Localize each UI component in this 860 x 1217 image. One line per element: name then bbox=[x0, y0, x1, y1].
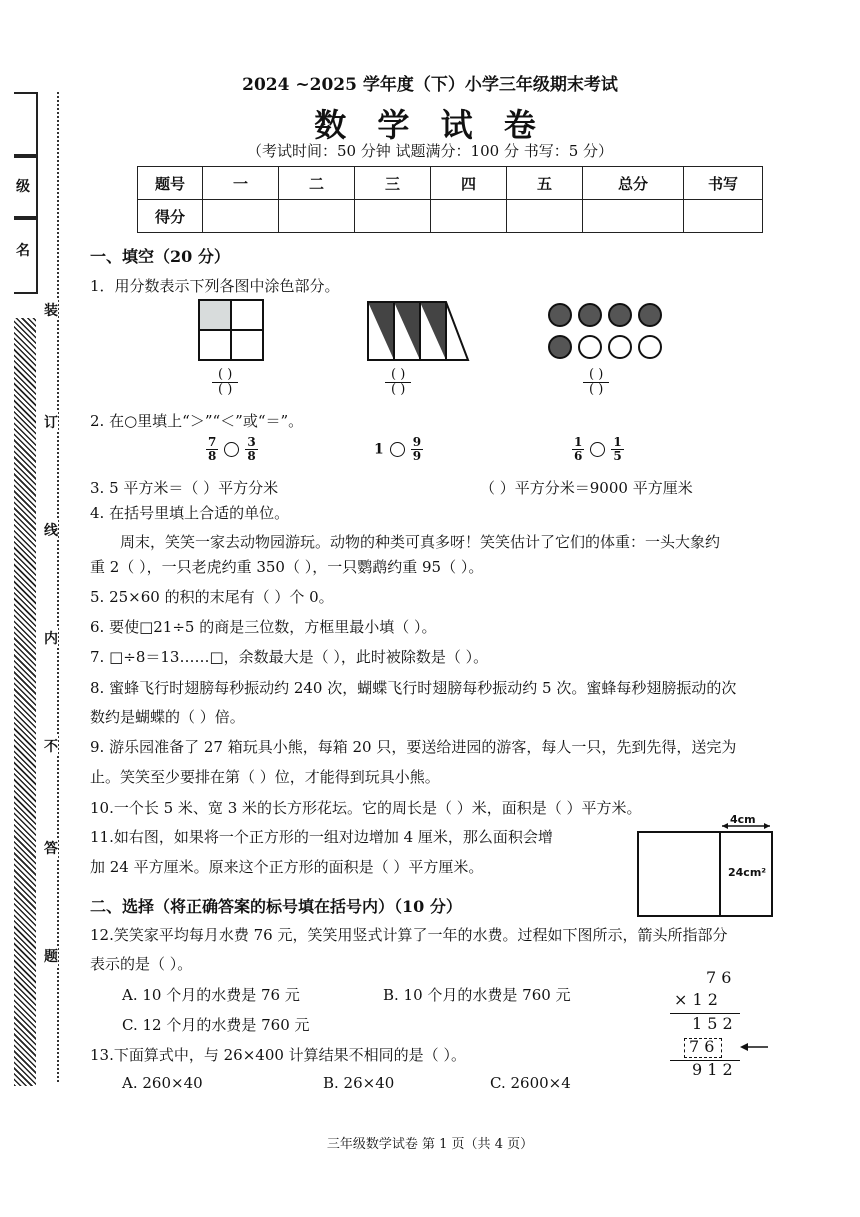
score-header: 总分 bbox=[583, 167, 684, 200]
binding-char: 装 bbox=[44, 300, 58, 320]
score-cell[interactable] bbox=[684, 200, 763, 233]
q1-circles-figure bbox=[544, 300, 668, 362]
binding-hatch bbox=[14, 318, 36, 1086]
score-table bbox=[137, 166, 763, 233]
binding-char: 线 bbox=[44, 520, 58, 540]
binding-char: 订 bbox=[44, 412, 58, 432]
score-row-label: 得分 bbox=[138, 200, 203, 233]
q8-line1: 8. 蜜蜂飞行时翅膀每秒振动约 240 次，蝴蝶飞行时翅膀每秒振动约 5 次。蜜蜂每秒翅膀振动的次 bbox=[90, 679, 737, 697]
score-cell[interactable] bbox=[431, 200, 507, 233]
q1-text: 1．用分数表示下列各图中涂色部分。 bbox=[90, 277, 340, 295]
q2-compare-3: $\frac{1}{6}$ $\frac{1}{5}$ bbox=[574, 435, 622, 463]
binding-char: 不 bbox=[44, 736, 58, 756]
q13-text: 13.下面算式中，与 26×400 计算结果不相同的是（ ）。 bbox=[90, 1046, 466, 1064]
q3-right: （ ）平方分米＝9000 平方厘米 bbox=[480, 479, 693, 497]
score-header: 一 bbox=[203, 167, 279, 200]
q9-line1: 9. 游乐园准备了 27 箱玩具小熊，每箱 20 只，要送给进园的游客，每人一只，先到先得，送完为 bbox=[90, 738, 737, 756]
score-cell[interactable] bbox=[203, 200, 279, 233]
compare-circle[interactable] bbox=[590, 442, 605, 457]
exam-title: 2024 ~2025 学年度（下）小学三年级期末考试 bbox=[242, 75, 618, 95]
q12-option-b[interactable]: B. 10 个月的水费是 760 元 bbox=[383, 986, 571, 1004]
section-1-heading: 一、填空（20 分） bbox=[90, 247, 230, 266]
q5-text: 5. 25×60 的积的末尾有（ ）个 0。 bbox=[90, 588, 334, 606]
score-cell[interactable] bbox=[583, 200, 684, 233]
score-header: 书写 bbox=[684, 167, 763, 200]
q13-option-b[interactable]: B. 26×40 bbox=[323, 1074, 395, 1092]
q1-parallelogram-figure bbox=[362, 298, 472, 364]
q12-line1: 12.笑笑家平均每月水费 76 元，笑笑用竖式计算了一年的水费。过程如下图所示，箭头所指部分 bbox=[90, 926, 728, 944]
q12-vertical-calc bbox=[660, 968, 770, 1080]
q10-text: 10.一个长 5 米、宽 3 米的长方形花坛。它的周长是（ ）米，面积是（ ）平方米。 bbox=[90, 799, 642, 817]
q3-left: 3. 5 平方米＝（ ）平方分米 bbox=[90, 479, 279, 497]
exam-info: （考试时间：50 分钟 试题满分：100 分 书写：5 分） bbox=[246, 142, 614, 160]
q4-line1: 周末，笑笑一家去动物园游玩。动物的种类可真多呀！笑笑估计了它们的体重：一头大象约 bbox=[120, 533, 721, 551]
subject-title: 数 学 试 卷 bbox=[314, 106, 546, 144]
q1-square-figure bbox=[195, 298, 267, 364]
binding-label-name: 名 bbox=[16, 243, 30, 259]
calc-row-1: 7 6 bbox=[706, 968, 732, 987]
q1-answer-1[interactable]: ( ) ( ) bbox=[212, 368, 238, 397]
calc-row-2: × 1 2 bbox=[674, 990, 718, 1009]
q12-line2: 表示的是（ ）。 bbox=[90, 955, 193, 973]
q11-line2: 加 24 平方厘米。原来这个正方形的面积是（ ）平方厘米。 bbox=[90, 858, 484, 876]
score-cell[interactable] bbox=[507, 200, 583, 233]
q2-compare-1: $\frac{7}{8}$ $\frac{3}{8}$ bbox=[208, 435, 256, 463]
q2-compare-2: 1 $\frac{9}{9}$ bbox=[374, 435, 422, 463]
q4-text: 4. 在括号里填上合适的单位。 bbox=[90, 504, 290, 522]
score-header: 二 bbox=[279, 167, 355, 200]
q13-option-c[interactable]: C. 2600×4 bbox=[490, 1074, 571, 1092]
calc-row-5: 9 1 2 bbox=[692, 1060, 733, 1079]
calc-row-3: 1 5 2 bbox=[692, 1014, 733, 1033]
q6-text: 6. 要使□21÷5 的商是三位数，方框里最小填（ ）。 bbox=[90, 618, 437, 636]
binding-box-class bbox=[14, 154, 38, 220]
section-2-heading: 二、选择（将正确答案的标号填在括号内）（10 分） bbox=[90, 897, 462, 916]
score-cell[interactable] bbox=[279, 200, 355, 233]
q11-width-label: 4cm bbox=[730, 813, 756, 826]
q11-line1: 11.如右图，如果将一个正方形的一组对边增加 4 厘米，那么面积会增 bbox=[90, 828, 553, 846]
q4-line2: 重 2（ ），一只老虎约重 350（ ），一只鹦鹉约重 95（ ）。 bbox=[90, 558, 484, 576]
binding-char: 题 bbox=[44, 946, 58, 966]
compare-circle[interactable] bbox=[224, 442, 239, 457]
q7-text: 7. □÷8＝13……□，余数最大是（ ），此时被除数是（ ）。 bbox=[90, 648, 489, 666]
q2-text: 2. 在○里填上“＞”“＜”或“＝”。 bbox=[90, 412, 304, 430]
score-header: 题号 bbox=[138, 167, 203, 200]
binding-dotted-line bbox=[57, 92, 59, 1082]
q11-area-label: 24cm² bbox=[728, 866, 767, 879]
score-header: 五 bbox=[507, 167, 583, 200]
score-header: 三 bbox=[355, 167, 431, 200]
q11-figure bbox=[636, 812, 776, 918]
q9-line2: 止。笑笑至少要排在第（ ）位，才能得到玩具小熊。 bbox=[90, 768, 440, 786]
arrow-left-icon bbox=[738, 1040, 770, 1054]
calc-row-4: 7 6 bbox=[689, 1037, 715, 1056]
q1-answer-2[interactable]: ( ) ( ) bbox=[385, 368, 411, 397]
q8-line2: 数约是蝴蝶的（ ）倍。 bbox=[90, 708, 245, 726]
score-cell[interactable] bbox=[355, 200, 431, 233]
binding-label-class: 级 bbox=[16, 179, 30, 195]
q13-option-a[interactable]: A. 260×40 bbox=[122, 1074, 203, 1092]
page-footer: 三年级数学试卷 第 1 页（共 4 页） bbox=[326, 1137, 534, 1152]
q12-option-c[interactable]: C. 12 个月的水费是 760 元 bbox=[122, 1016, 310, 1034]
binding-char: 内 bbox=[44, 628, 58, 648]
q12-option-a[interactable]: A. 10 个月的水费是 76 元 bbox=[122, 986, 300, 1004]
q1-answer-3[interactable]: ( ) ( ) bbox=[583, 368, 609, 397]
binding-char: 答 bbox=[44, 838, 58, 858]
compare-circle[interactable] bbox=[390, 442, 405, 457]
binding-box-name bbox=[14, 216, 38, 294]
score-header: 四 bbox=[431, 167, 507, 200]
